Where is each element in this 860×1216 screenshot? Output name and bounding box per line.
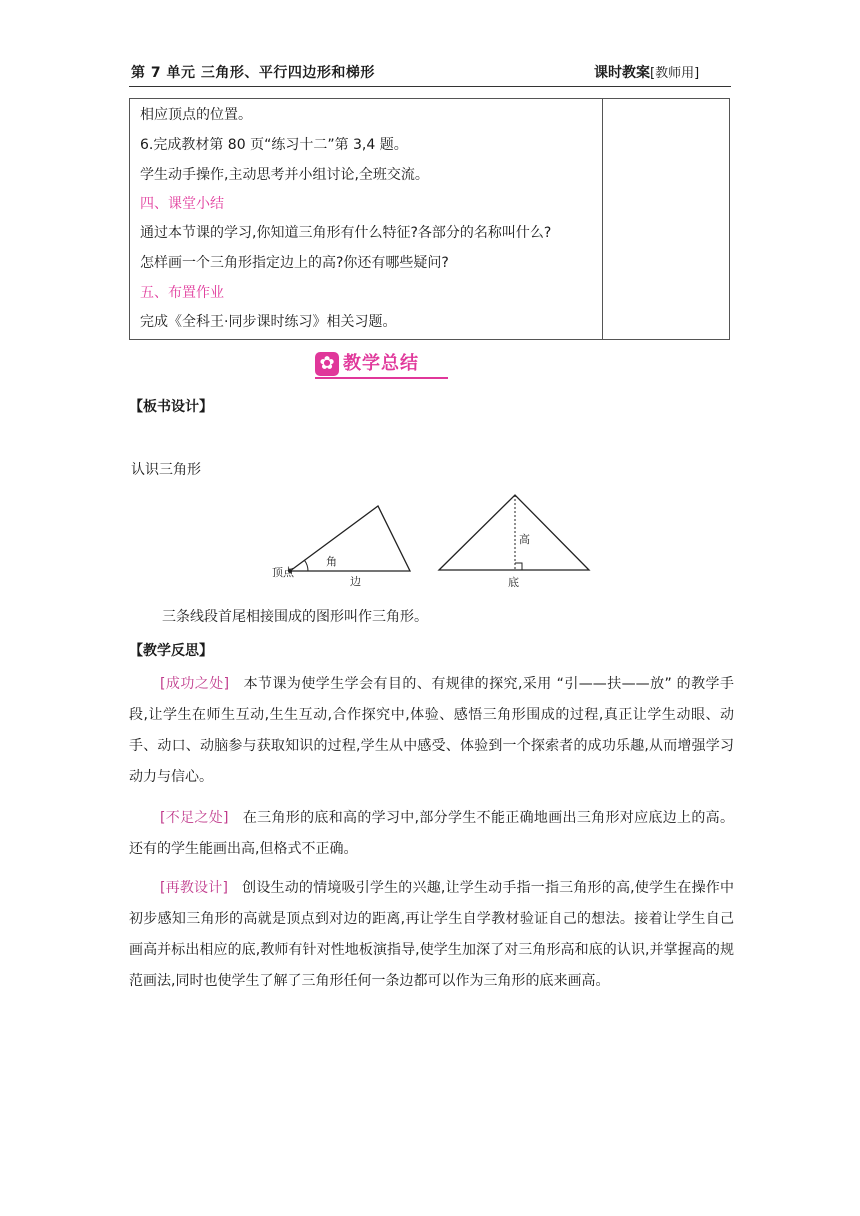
swirl-logo-icon: ✿ (315, 352, 339, 376)
triangle-height-figure (434, 490, 594, 590)
side-label: 边 (350, 575, 361, 588)
base-label: 底 (508, 576, 519, 589)
height-label: 高 (519, 533, 530, 546)
board-topic: 认识三角形 (131, 462, 201, 478)
board-design-heading: 【板书设计】 (129, 399, 213, 415)
section-heading-homework: 五、布置作业 (140, 285, 224, 301)
doc-type (594, 62, 699, 82)
banner-title: 教学总结 (343, 353, 419, 374)
reflection-heading: 【教学反思】 (129, 643, 213, 659)
banner-underline (315, 377, 448, 379)
doc-type-suffix: [教师用] (650, 66, 700, 81)
success-tag: [成功之处] (160, 676, 230, 692)
right-angle-mark (515, 563, 522, 570)
reflection-shortfall (129, 803, 734, 865)
table-line: 怎样画一个三角形指定边上的高?你还有哪些疑问? (140, 255, 449, 271)
header-rule (129, 86, 731, 87)
unit-title: 第 7 单元 三角形、平行四边形和梯形 (131, 65, 375, 81)
section-heading-summary: 四、课堂小结 (140, 196, 224, 212)
redesign-tag: [再教设计] (160, 880, 228, 896)
table-line: 相应顶点的位置。 (140, 107, 252, 123)
table-column-divider (602, 99, 603, 339)
table-line: 通过本节课的学习,你知道三角形有什么特征?各部分的名称叫什么? (140, 225, 552, 241)
table-line: 学生动手操作,主动思考并小组讨论,全班交流。 (140, 167, 429, 183)
vertex-label: 顶点 (272, 566, 294, 579)
doc-type-label: 课时教案 (594, 65, 650, 81)
triangle-parts-figure (268, 500, 418, 590)
triangle-definition: 三条线段首尾相接围成的图形叫作三角形。 (162, 609, 428, 625)
redesign-text: 创设生动的情境吸引学生的兴趣,让学生动手指一指三角形的高,使学生在操作中初步感知三角形的高就是顶点到对边的距离,再让学生自学教材验证自己的想法。接着让学生自己画高并标出相应的底,教师有针对性地板演指导,使学生加深了对三角形高和底的认识,并掌握高的规范画法,同时也使学生了解了三角形任何一条边都可以作为三角形的底来画高。 (129, 880, 734, 989)
triangle-shape (439, 495, 589, 570)
lesson-table (129, 98, 730, 340)
table-line: 完成《全科王·同步课时练习》相关习题。 (140, 314, 397, 330)
success-text: 本节课为使学生学会有目的、有规律的探究,采用 “引——扶——放” 的教学手段,让学生在师生互动,生生互动,合作探究中,体验、感悟三角形围成的过程,真正让学生动眼、动手、动口、动脑参与获取知识的过程,学生从中感受、体验到一个探索者的成功乐趣,从而增强学习动力与信心。 (129, 676, 734, 785)
shortfall-tag: [不足之处] (160, 810, 229, 826)
shortfall-text: 在三角形的底和高的学习中,部分学生不能正确地画出三角形对应底边上的高。还有的学生能画出高,但格式不正确。 (129, 810, 734, 857)
reflection-redesign (129, 873, 734, 997)
teaching-summary-banner (315, 351, 448, 379)
angle-label: 角 (326, 555, 337, 568)
triangle-shape (290, 506, 410, 571)
angle-arc (305, 560, 309, 571)
reflection-success (129, 669, 734, 793)
table-line: 6.完成教材第 80 页“练习十二”第 3,4 题。 (140, 137, 408, 153)
